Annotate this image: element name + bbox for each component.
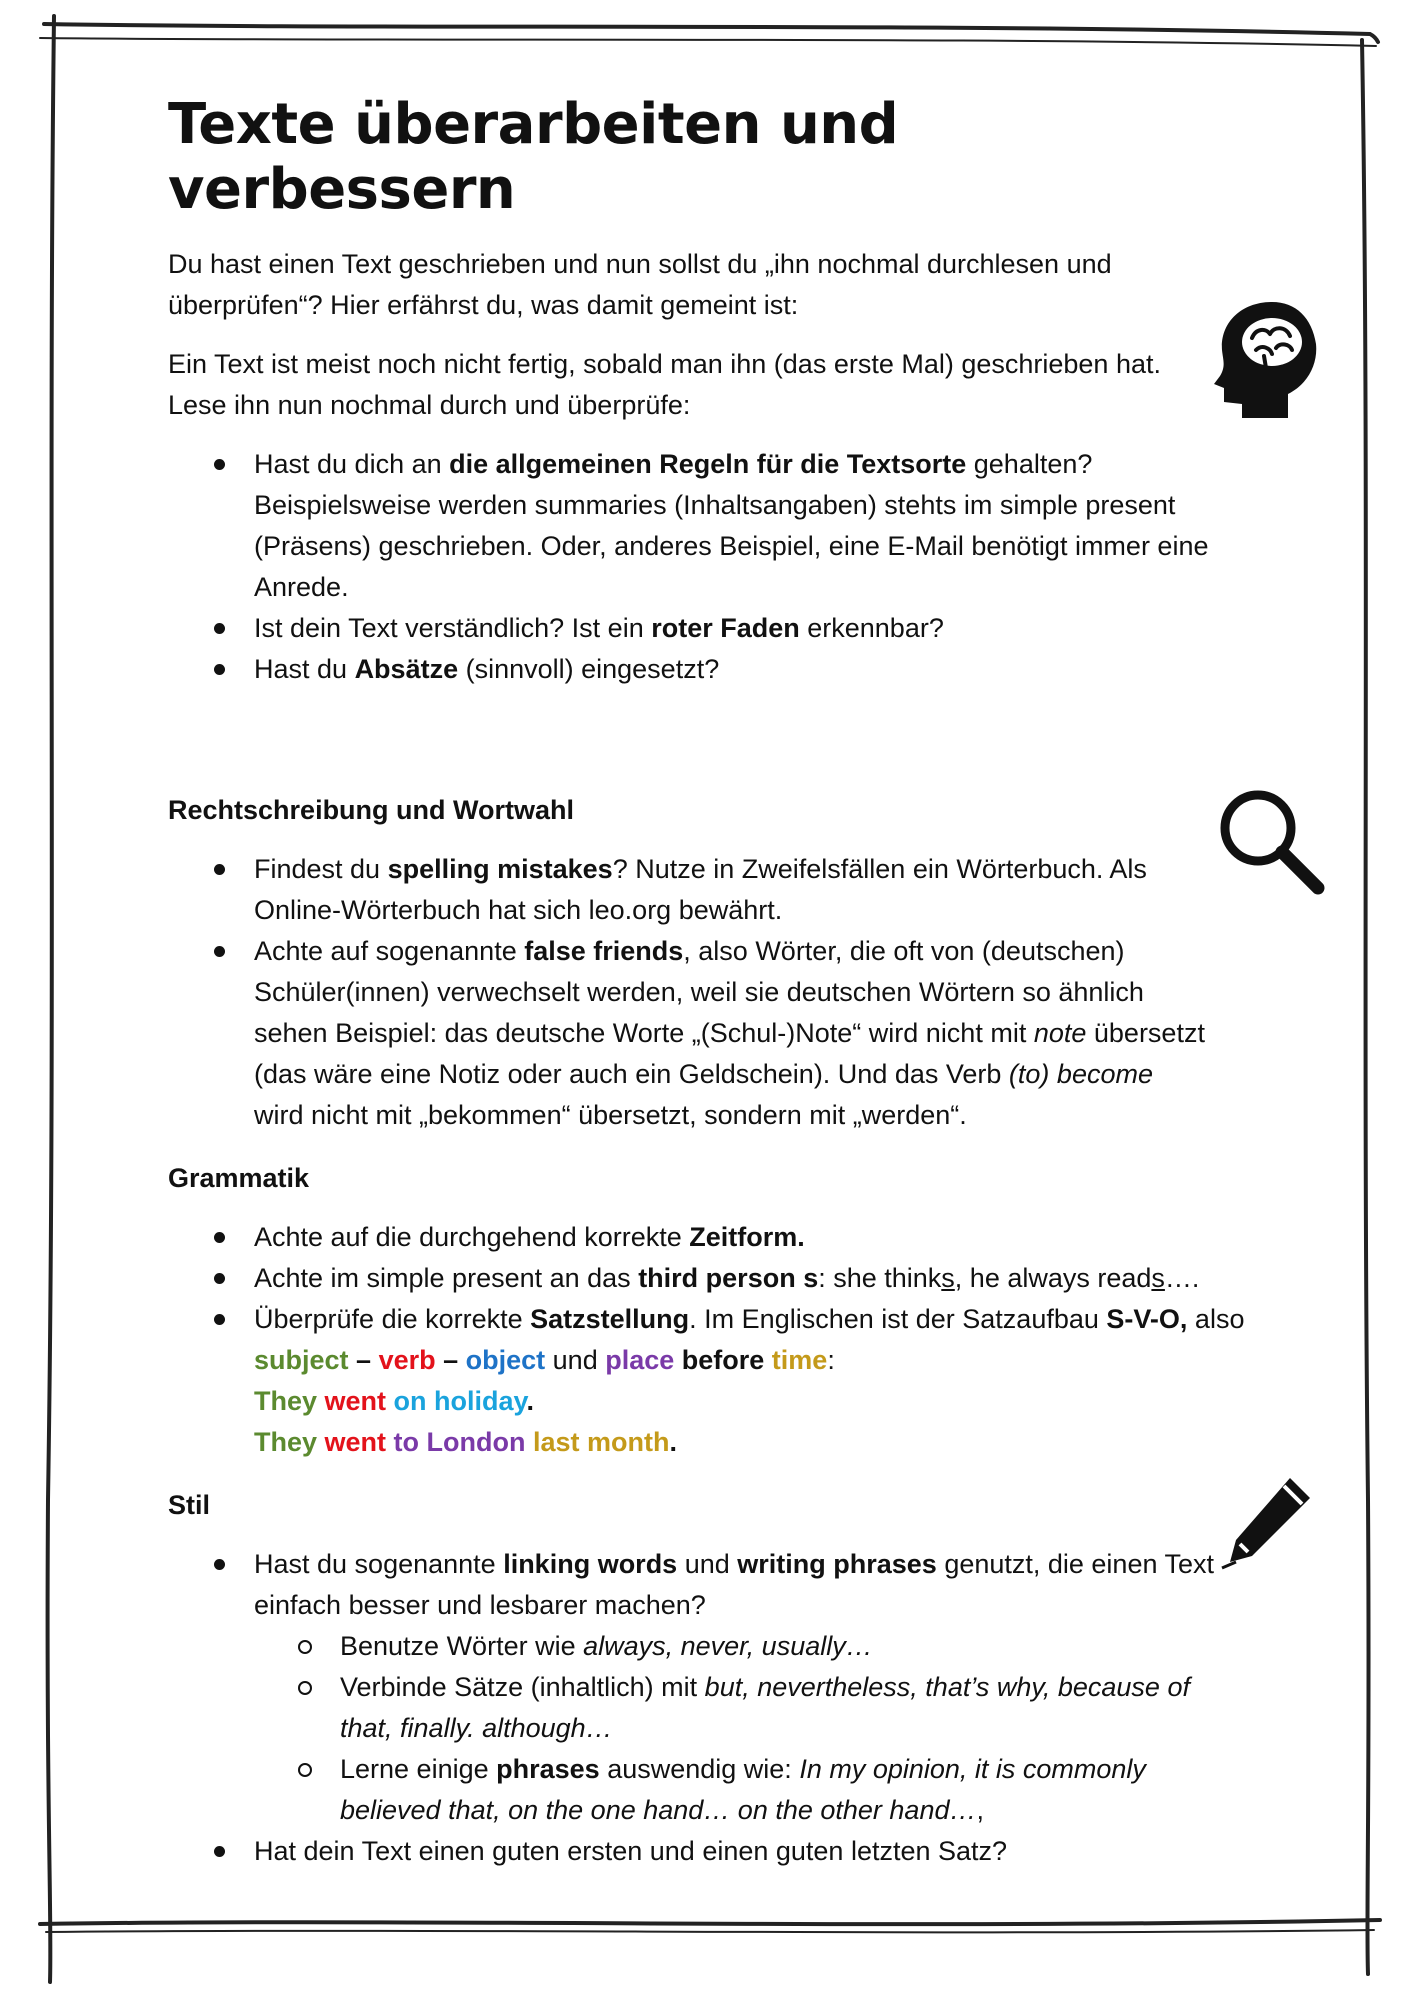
grammar-checklist (168, 1217, 1258, 1463)
sub-list-item: Lerne einige phrases auswendig wie: In my opinion, it is commonly believed that, on the one hand… on the other hand…, (254, 1749, 1228, 1831)
style-sublist (254, 1626, 1228, 1831)
list-item: Hast du sogenannte linking words und writing phrases genutzt, die einen Text einfach besser und lesbarer machen? Benutze Wörter wie always, never, usually… Verbinde Sätze (inhaltlich) mit but, nevertheless, that’s why, because of that, finally. although… Lerne einige phrases auswendig wie: In my opinion, it is commonly believed that, on the one hand… on the other hand…, (168, 1544, 1228, 1831)
document-body (168, 92, 1258, 1894)
list-item: Findest du spelling mistakes? Nutze in Zweifelsfällen ein Wörterbuch. Als Online-Wörterbuch hat sich leo.org bewährt. (168, 849, 1208, 931)
style-checklist (168, 1544, 1228, 1872)
intro-paragraph: Du hast einen Text geschrieben und nun sollst du „ihn nochmal durchlesen und überprüfen“? Hier erfährst du, was damit gemeint ist: (168, 249, 1112, 320)
general-checklist (168, 444, 1248, 690)
sub-list-item: Benutze Wörter wie always, never, usually… (254, 1626, 1228, 1667)
list-item: Hast du dich an die allgemeinen Regeln für die Textsorte gehalten? Beispielsweise werden summaries (Inhaltsangaben) stehts im simple present (Präsens) geschrieben. Oder, anderes Beispiel, eine E-Mail benötigt immer eine Anrede. (168, 444, 1248, 608)
section-heading-grammar: Grammatik (168, 1163, 310, 1193)
list-item: Hast du Absätze (sinnvoll) eingesetzt? (168, 649, 1248, 690)
list-item: Überprüfe die korrekte Satzstellung. Im Englischen ist der Satzaufbau S-V-O, also subject – verb – object und place before time: They went on holiday. They went to London last month. (168, 1299, 1258, 1463)
list-item: Achte auf sogenannte false friends, also Wörter, die oft von (deutschen) Schüler(innen) verwechselt werden, weil sie deutschen Wörtern so ähnlich sehen Beispiel: das deutsche Worte „(Schul-)Note“ wird nicht mit note übersetzt (das wäre eine Notiz oder auch ein Geldschein). Und das Verb (to) become wird nicht mit „bekommen“ übersetzt, sondern mit „werden“. (168, 931, 1208, 1136)
list-item: Achte im simple present an das third person s: she thinks, he always reads…. (168, 1258, 1258, 1299)
list-item: Hat dein Text einen guten ersten und einen guten letzten Satz? (168, 1831, 1228, 1872)
intro-paragraph-2: Ein Text ist meist noch nicht fertig, sobald man ihn (das erste Mal) geschrieben hat. Lese ihn nun nochmal durch und überprüfe: (168, 349, 1161, 420)
spelling-checklist (168, 849, 1208, 1136)
list-item: Ist dein Text verständlich? Ist ein roter Faden erkennbar? (168, 608, 1248, 649)
section-heading-style: Stil (168, 1490, 211, 1520)
list-item: Achte auf die durchgehend korrekte Zeitform. (168, 1217, 1258, 1258)
example-sentence-1: They went on holiday. (254, 1386, 535, 1416)
sub-list-item: Verbinde Sätze (inhaltlich) mit but, nevertheless, that’s why, because of that, finally. although… (254, 1667, 1228, 1749)
page-title: Texte überarbeiten und verbessern (168, 92, 899, 222)
example-sentence-2: They went to London last month. (254, 1427, 678, 1457)
section-heading-spelling: Rechtschreibung und Wortwahl (168, 795, 575, 825)
word-order-rule: subject – verb – object und place before time: (254, 1345, 835, 1375)
